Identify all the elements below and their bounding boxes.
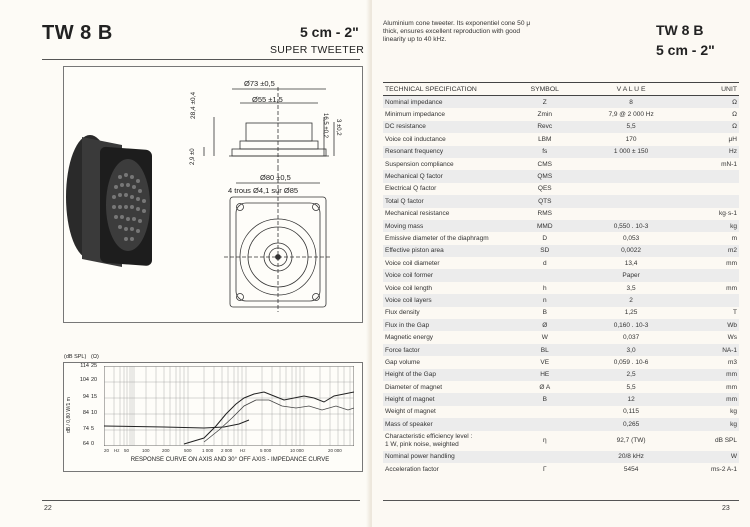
spec-cell-unit: kg [730,408,737,416]
intro-text [383,20,530,44]
spec-row [383,451,739,463]
header-spec: TECHNICAL SPECIFICATION [383,83,514,96]
spec-cell-spec: DC resistance [383,121,514,133]
dim-height-3: 3 ±0,2 [335,119,341,136]
dim-diameter-80: Ø80 ±0,5 [260,173,291,182]
spec-table-body [383,96,739,476]
spec-row [383,393,739,405]
tick-left-64: 64 [82,441,89,447]
spec-cell-symbol: h [542,284,547,292]
spec-cell-unit [686,195,739,207]
spec-cell-value: 3,5 [626,284,636,292]
spec-cell-value: 0,053 [622,234,640,242]
spec-table [383,82,739,475]
spec-cell-spec: Nominal impedance [383,96,514,109]
spec-cell-value: Paper [576,269,686,281]
spec-cell-value: 5,5 [576,121,686,133]
spec-cell-spec: Voice coil former [383,269,514,281]
spec-cell-value: 0,265 [576,418,686,430]
dim-height-16: 16,5 ±0,2 [322,113,328,138]
spec-cell-spec: Effective piston area [383,245,514,257]
left-page-number: 22 [44,505,52,512]
spec-cell-spec: Emissive diameter of the diaphragm [385,234,489,242]
spec-cell-value: 92,7 (TW) [616,436,646,444]
spec-cell-symbol: VE [540,358,550,366]
spec-cell-unit: W [686,451,739,463]
curve-right-unit: (Ω) [91,354,99,360]
spec-cell-value: 0,160 . 10-3 [576,319,686,331]
spec-cell-unit: Ws [727,334,737,342]
intro-line-3: linearity up to 40 kHz. [383,36,447,43]
spec-row [383,319,739,331]
spec-cell-spec: Voice coil inductance [385,135,446,143]
curve-x-ticks [104,448,356,456]
curve-y-axis-title: dB / 0,80 W/1 m [66,397,72,433]
spec-cell-unit [686,183,739,195]
x-tick-20000: 20 000 [328,448,342,453]
spec-cell-spec: Voice coil length [385,284,432,292]
spec-row [383,208,739,220]
spec-row [383,369,739,381]
spec-cell-spec: Moving mass [383,220,514,232]
dim-diameter-73: Ø73 ±0,5 [244,79,275,88]
spec-cell-unit: mm [726,284,737,292]
spec-cell-value: 1,25 [624,309,638,317]
spec-cell-symbol: W [541,334,548,342]
spec-row [383,195,739,207]
spec-cell-unit: mm [726,383,737,391]
spec-cell-symbol: CMS [537,160,552,168]
spec-cell-value: 0,037 [622,334,640,342]
spec-cell-line: 1 W, pink noise, weighted [385,440,459,448]
spec-cell-spec: Diameter of magnet [385,383,443,391]
spec-cell-symbol: RMS [537,210,552,218]
spec-row [383,431,739,451]
spec-row [383,356,739,368]
spec-cell-value: 2,5 [576,369,686,381]
spec-cell-unit: μH [728,135,737,143]
spec-cell-spec: Mechanical Q factor [383,170,514,182]
spec-cell-spec: Suspension compliance [385,160,454,168]
spec-cell-value: 1 000 ± 150 [576,146,686,158]
spec-cell-value: 13,4 [624,259,638,267]
spec-cell-unit [686,294,739,306]
spec-row [383,96,739,109]
spec-cell-unit: Hz [686,146,739,158]
spec-row [383,146,739,158]
spec-cell-value: 0,059 . 10-6 [613,358,649,366]
header-value: V A L U E [576,83,686,96]
spec-row [383,257,739,269]
left-model-title: TW 8 B [42,22,113,44]
spec-cell-spec: Electrical Q factor [385,185,437,193]
x-tick-200: 200 [162,448,170,453]
spec-row [383,232,739,244]
spec-cell-value: 3,0 [576,344,686,356]
spec-cell-symbol: Ø [514,319,576,331]
spec-cell-unit: dB SPL [714,436,737,444]
x-tick-10000: 10 000 [290,448,304,453]
x-tick-500: 500 [184,448,192,453]
spec-cell-symbol [514,269,576,281]
spec-cell-unit [686,170,739,182]
left-subtitle: SUPER TWEETER [270,44,365,56]
x-tick-100: 100 [142,448,150,453]
left-size-title: 5 cm - 2" [300,24,359,40]
x-tick-20: 20 [104,448,110,453]
spec-cell-unit: Ω [732,111,737,119]
spec-cell-value: 7,9 @ 2 000 Hz [608,111,654,119]
spec-cell-unit: kg [686,418,739,430]
spec-row [383,463,739,475]
spec-cell-unit: Wb [686,319,739,331]
spec-row [383,108,739,120]
spec-cell-unit: kg·s-1 [718,210,737,218]
spec-cell-value: 2 [576,294,686,306]
x-tick-50: 50 [124,448,130,453]
spec-cell-symbol: BL [514,344,576,356]
dim-mounting-holes: 4 trous Ø4,1 sur Ø85 [228,186,299,195]
right-model-title: TW 8 B [656,22,704,38]
spec-cell-spec: Minimum impedance [385,111,445,119]
spec-row [383,158,739,170]
spec-cell-symbol: B [542,309,547,317]
header-unit: UNIT [686,83,739,96]
spec-cell-spec: Mass of speaker [383,418,514,430]
spec-header-row [383,83,739,96]
spec-cell-symbol: QES [537,185,552,193]
spec-row [383,183,739,195]
spec-cell-symbol: fs [514,146,576,158]
response-curve-plot [104,366,354,446]
spec-cell-spec: Voice coil diameter [385,259,440,267]
spec-cell-symbol: LBM [538,135,552,143]
dimension-drawing-box [63,66,363,323]
tick-left-104: 104 [79,377,89,383]
spec-row [383,170,739,182]
spec-cell-symbol: QTS [514,195,576,207]
tick-right-5: 5 [91,426,95,432]
spec-cell-symbol: Γ [542,465,547,473]
speaker-photo [66,135,152,267]
spec-cell-symbol: D [542,234,548,242]
spec-row [383,282,739,294]
spec-cell-value: 5,5 [626,383,636,391]
spec-cell-spec: Nominal power handling [383,451,514,463]
spec-row [383,344,739,356]
intro-line-2: thick, ensures excellent reproduction with good [383,28,521,35]
tick-left-74: 74 [82,426,89,432]
spec-cell-spec: Gap volume [385,358,421,366]
spec-cell-symbol: d [542,259,547,267]
spec-cell-symbol: Z [514,96,576,109]
spec-cell-symbol: HE [514,369,576,381]
tick-right-0: 0 [91,441,95,447]
spec-cell-spec: Force factor [383,344,514,356]
spec-row [383,133,739,145]
curve-grid [104,366,354,446]
spec-cell-spec [383,431,514,451]
header-symbol: SYMBOL [514,83,576,96]
x-tick-hz-2: Hz [240,448,246,453]
spec-row [383,406,739,418]
tick-right-10: 10 [91,410,98,416]
spec-cell-spec: Weight of magnet [385,408,436,416]
spec-cell-symbol: MMD [514,220,576,232]
curve-left-unit: (dB SPL) [64,354,87,360]
spec-cell-value [576,158,686,170]
spec-cell-value: 0,115 [623,408,639,416]
spec-cell-spec: Height of the Gap [383,369,514,381]
tick-left-94: 94 [82,394,89,400]
spec-cell-unit: m [731,234,737,242]
left-header-rule [42,59,360,60]
spec-cell-symbol: B [514,393,576,405]
dim-height-28: 28,4 ±0,4 [190,91,197,119]
spec-cell-unit: m2 [686,245,739,257]
spec-cell-symbol: Ø A [539,383,551,391]
left-footer-rule [42,500,360,501]
spec-cell-value: 8 [576,96,686,109]
spec-cell-spec: Height of magnet [383,393,514,405]
spec-cell-symbol [514,406,576,418]
spec-row [383,331,739,343]
spec-row [383,269,739,281]
tick-right-25: 25 [91,363,98,369]
spec-row [383,418,739,430]
response-curve-off-axis [204,400,354,442]
spec-cell-value: 5454 [623,465,639,473]
spec-cell-value: 0,550 . 10-3 [576,220,686,232]
impedance-curve [104,420,249,428]
spec-row [383,121,739,133]
spec-cell-unit: m3 [727,358,737,366]
dim-diameter-55: Ø55 ±1,5 [252,95,283,104]
x-tick-hz-1: Hz [114,448,120,453]
spec-cell-unit: ms-2 A-1 [710,465,737,473]
spec-row [383,307,739,319]
spec-cell-value [576,183,686,195]
response-curve-box [63,362,363,472]
spec-cell-spec: Acceleration factor [385,465,439,473]
spec-cell-symbol: QMS [514,170,576,182]
spec-cell-spec: Voice coil layers [383,294,514,306]
spec-cell-unit: Ω [686,121,739,133]
spec-cell-spec: Magnetic energy [385,334,434,342]
spec-cell-unit: kg [686,220,739,232]
tick-left-114: 114 [80,363,89,369]
spec-cell-symbol: Revc [514,121,576,133]
spec-cell-spec: Flux density [385,309,420,317]
right-footer-rule [383,500,739,501]
spec-cell-symbol: n [514,294,576,306]
dim-height-2: 2,9 ±0 [190,148,196,165]
right-page-number: 23 [722,505,730,512]
intro-line-1: Aluminium cone tweeter. Its exponentiel cone 50 μ [383,20,531,27]
spec-cell-unit: mm [726,259,737,267]
spec-cell-unit: mm [686,369,739,381]
tick-right-20: 20 [91,377,98,383]
spec-cell-symbol [514,418,576,430]
spec-cell-unit: mN-1 [721,160,737,168]
spec-cell-unit: NA-1 [686,344,739,356]
spec-cell-value [576,208,686,220]
spec-cell-value: 12 [576,393,686,405]
spec-cell-spec: Resonant frequency [383,146,514,158]
spec-row [383,381,739,393]
spec-cell-spec: Mechanical resistance [385,210,450,218]
spec-cell-line: Characteristic efficiency level : [385,433,473,441]
x-tick-2000: 2 000 [221,448,233,453]
spec-cell-symbol: SD [514,245,576,257]
curve-caption: RESPONSE CURVE ON AXIS AND 30° OFF AXIS - IMPEDANCE CURVE [130,457,330,463]
x-tick-1000: 1 000 [202,448,214,453]
spec-cell-value [576,195,686,207]
spec-cell-symbol [514,451,576,463]
spec-cell-spec: Flux in the Gap [383,319,514,331]
spec-cell-value: 170 [625,135,637,143]
spec-cell-spec: Total Q factor [383,195,514,207]
spec-row [383,294,739,306]
spec-cell-symbol: η [542,436,547,444]
spec-cell-value [576,170,686,182]
spec-cell-unit: mm [686,393,739,405]
spec-row [383,245,739,257]
tick-left-84: 84 [82,410,89,416]
spec-cell-unit [686,269,739,281]
speaker-drawing [64,67,362,322]
spec-cell-unit: Ω [686,96,739,109]
x-tick-5000: 5 000 [260,448,272,453]
spec-cell-value: 20/8 kHz [576,451,686,463]
right-size-title: 5 cm - 2" [656,42,715,58]
tick-right-15: 15 [91,394,98,400]
spec-row [383,220,739,232]
spec-cell-value: 0,0022 [576,245,686,257]
spec-cell-symbol: Zmin [537,111,552,119]
spec-cell-unit: T [733,309,737,317]
